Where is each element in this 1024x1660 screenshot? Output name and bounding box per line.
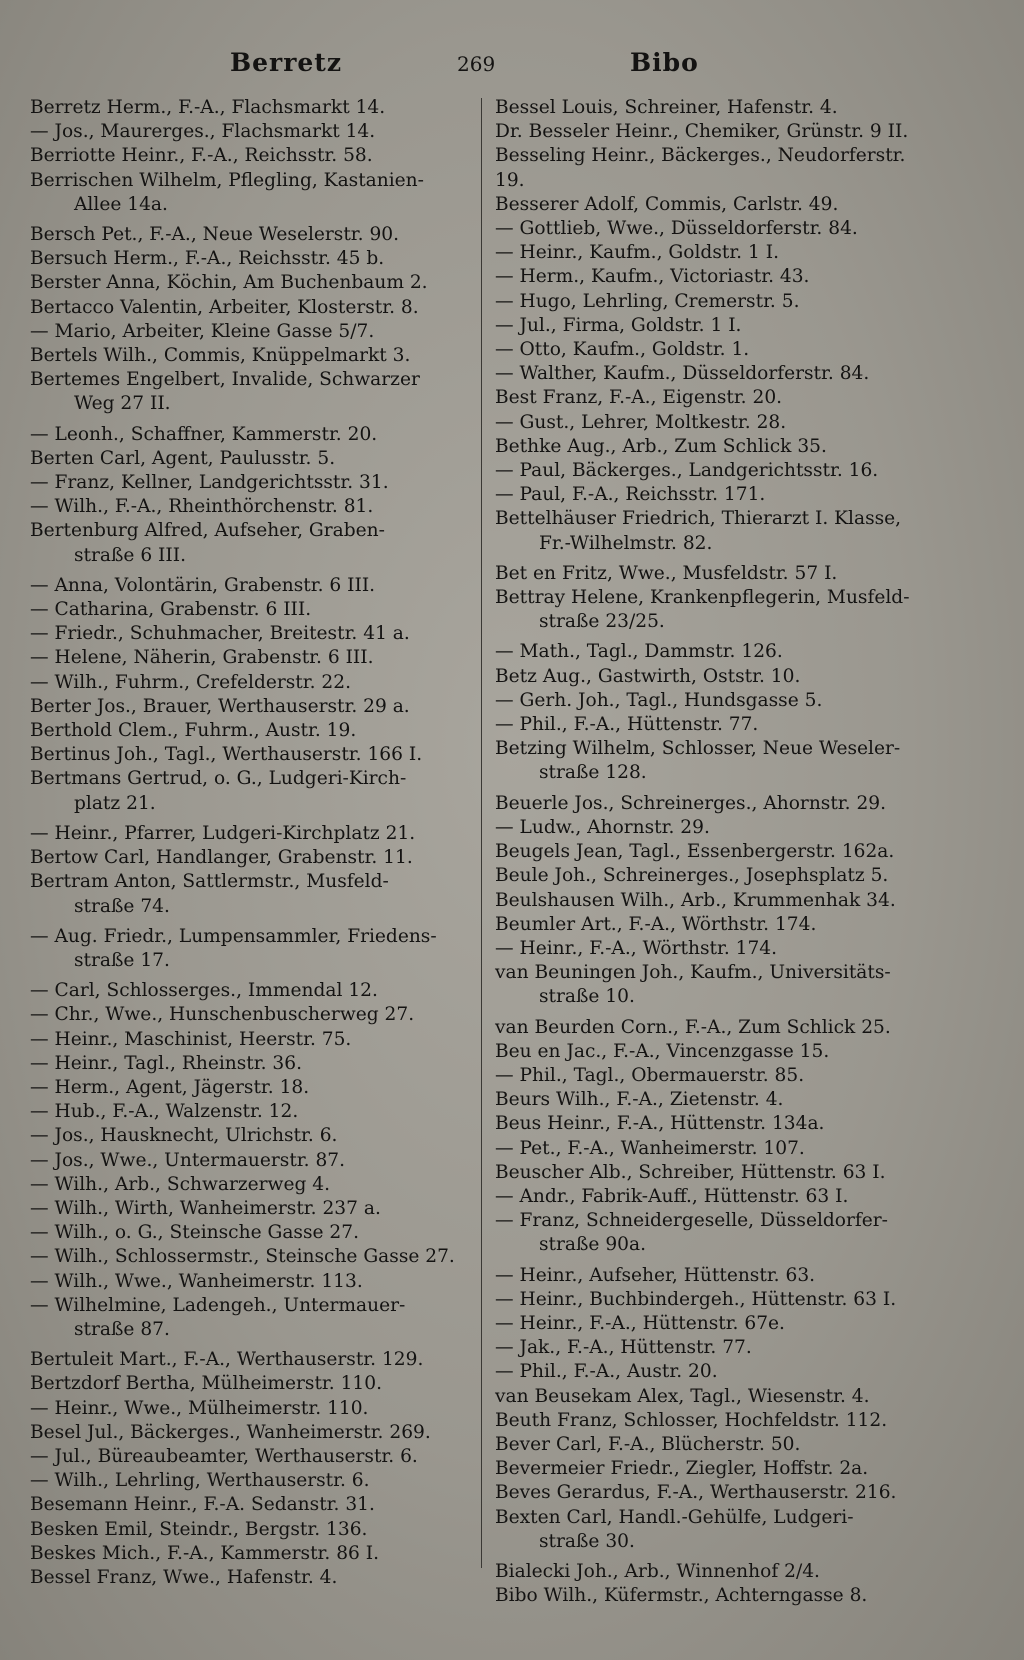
directory-entry	[495, 1112, 923, 1136]
right-column	[495, 96, 923, 1607]
directory-entry	[495, 435, 923, 459]
entry-line: Besemann Heinr., F.-A. Sedanstr. 31.	[30, 1494, 375, 1516]
entry-continuation: platz 21.	[74, 792, 156, 814]
entry-line: — Mario, Arbeiter, Kleine Gasse 5/7.	[30, 320, 375, 342]
entry-line: Bethke Aug., Arb., Zum Schlick 35.	[495, 435, 827, 457]
entry-line: — Gerh. Joh., Tagl., Hundsgasse 5.	[495, 689, 823, 711]
directory-entry	[30, 1397, 466, 1421]
entry-line: Bersuch Herm., F.-A., Reichsstr. 45 b.	[30, 248, 385, 270]
directory-entry	[30, 1028, 466, 1052]
entry-line: — Jos., Maurerges., Flachsmarkt 14.	[30, 121, 376, 143]
directory-entry	[30, 846, 466, 870]
directory-entry	[495, 338, 923, 362]
directory-entry	[495, 1209, 923, 1257]
directory-entry	[30, 120, 466, 144]
directory-entry	[495, 193, 923, 217]
directory-entry	[30, 1100, 466, 1124]
directory-entry	[495, 586, 923, 634]
directory-entry	[495, 961, 923, 1009]
entry-line: — Heinr., Maschinist, Heerstr. 75.	[30, 1028, 352, 1050]
directory-entry	[30, 1493, 466, 1517]
column-divider	[481, 98, 482, 1568]
entry-line: Bibo Wilh., Küfermstr., Achterngasse 8.	[495, 1585, 868, 1607]
directory-entry	[30, 1149, 466, 1173]
entry-line: — Heinr., F.-A., Wörthstr. 174.	[495, 937, 778, 959]
directory-entry	[495, 889, 923, 913]
header-left-catchword: Berretz	[230, 48, 343, 77]
entry-line: — Catharina, Grabenstr. 6 III.	[30, 599, 312, 621]
entry-line: Bettray Helene, Krankenpflegerin, Musfeld-	[495, 587, 910, 609]
entry-line: Besel Jul., Bäckerges., Wanheimerstr. 269.	[30, 1421, 431, 1443]
entry-line: — Jul., Firma, Goldstr. 1 I.	[495, 314, 742, 336]
entry-line: — Hub., F.-A., Walzenstr. 12.	[30, 1101, 299, 1123]
directory-entry	[495, 840, 923, 864]
entry-line: Bevermeier Friedr., Ziegler, Hoffstr. 2a.	[495, 1458, 869, 1480]
directory-entry	[495, 507, 923, 555]
entry-line: Bertow Carl, Handlanger, Grabenstr. 11.	[30, 847, 413, 869]
entry-line: — Jos., Hausknecht, Ulrichstr. 6.	[30, 1125, 338, 1147]
directory-entry	[495, 386, 923, 410]
directory-entry	[495, 665, 923, 689]
entry-line: — Hugo, Lehrling, Cremerstr. 5.	[495, 290, 800, 312]
entry-line: Bersch Pet., F.-A., Neue Weselerstr. 90.	[30, 224, 400, 246]
directory-entry	[30, 1421, 466, 1445]
entry-line: Bertmans Gertrud, o. G., Ludgeri-Kirch-	[30, 768, 407, 790]
entry-line: Besserer Adolf, Commis, Carlstr. 49.	[495, 193, 839, 215]
directory-entry	[495, 483, 923, 507]
entry-line: Bessel Louis, Schreiner, Hafenstr. 4.	[495, 97, 838, 118]
entry-continuation: straße 6 III.	[74, 544, 187, 566]
entry-continuation: straße 87.	[74, 1318, 170, 1340]
entry-line: Berten Carl, Agent, Paulusstr. 5.	[30, 447, 336, 469]
directory-entry	[495, 96, 923, 120]
entry-line: — Wilh., Schlossermstr., Steinsche Gasse 27.	[30, 1246, 455, 1268]
directory-entry	[30, 495, 466, 519]
directory-entry	[30, 271, 466, 295]
entry-line: Besken Emil, Steindr., Bergstr. 136.	[30, 1518, 368, 1540]
directory-entry	[495, 459, 923, 483]
entry-line: — Helene, Näherin, Grabenstr. 6 III.	[30, 647, 374, 669]
entry-line: — Gust., Lehrer, Moltkestr. 28.	[495, 411, 787, 433]
entry-line: — Heinr., Tagl., Rheinstr. 36.	[30, 1052, 302, 1074]
entry-line: — Paul, Bäckerges., Landgerichtsstr. 16.	[495, 460, 879, 482]
entry-line: — Wilh., o. G., Steinsche Gasse 27.	[30, 1222, 359, 1244]
directory-entry	[30, 1197, 466, 1221]
page-header	[30, 48, 994, 88]
directory-entry	[495, 1360, 923, 1384]
entry-line: Betzing Wilhelm, Schlosser, Neue Weseler-	[495, 738, 901, 760]
directory-entry	[495, 120, 923, 144]
directory-entry	[30, 925, 466, 973]
directory-entry	[495, 792, 923, 816]
directory-entry	[495, 913, 923, 937]
entry-line: Bertacco Valentin, Arbeiter, Klosterstr. 8.	[30, 296, 419, 318]
directory-entry	[495, 1560, 923, 1584]
entry-line: Bettelhäuser Friedrich, Thierarzt I. Klasse,	[495, 508, 902, 530]
directory-entry	[495, 1137, 923, 1161]
directory-entry	[495, 1506, 923, 1554]
entry-continuation: straße 74.	[74, 895, 170, 917]
directory-entry	[495, 1264, 923, 1288]
entry-line: Bertram Anton, Sattlermstr., Musfeld-	[30, 871, 389, 893]
directory-entry	[495, 411, 923, 435]
entry-line: Beus Heinr., F.-A., Hüttenstr. 134a.	[495, 1113, 825, 1135]
directory-entry	[30, 1566, 466, 1590]
entry-line: Beurs Wilh., F.-A., Zietenstr. 4.	[495, 1089, 784, 1111]
entry-line: van Beusekam Alex, Tagl., Wiesenstr. 4.	[495, 1385, 870, 1407]
entry-line: Berter Jos., Brauer, Werthauserstr. 29 a.	[30, 695, 410, 717]
directory-entry	[495, 713, 923, 737]
entry-line: — Wilh., Wwe., Wanheimerstr. 113.	[30, 1270, 363, 1292]
directory-entry	[495, 864, 923, 888]
directory-entry	[495, 1409, 923, 1433]
entry-line: — Wilhelmine, Ladengeh., Untermauer-	[30, 1294, 406, 1316]
entry-line: — Otto, Kaufm., Goldstr. 1.	[495, 339, 750, 361]
directory-entry	[30, 1518, 466, 1542]
directory-entry	[30, 1294, 466, 1342]
entry-line: — Jak., F.-A., Hüttenstr. 77.	[495, 1337, 752, 1359]
entry-line: — Jos., Wwe., Untermauerstr. 87.	[30, 1149, 346, 1171]
directory-entry	[495, 1385, 923, 1409]
entry-line: — Phil., F.-A., Hüttenstr. 77.	[495, 714, 759, 736]
directory-entry	[495, 1584, 923, 1608]
directory-entry	[30, 1542, 466, 1566]
left-column	[30, 96, 466, 1588]
directory-entry	[30, 1245, 466, 1269]
directory-entry	[30, 344, 466, 368]
entry-line: — Paul, F.-A., Reichsstr. 171.	[495, 484, 766, 506]
directory-entry	[30, 767, 466, 815]
directory-entry	[495, 144, 923, 192]
directory-entry	[495, 737, 923, 785]
directory-entry	[30, 822, 466, 846]
entry-line: Bexten Carl, Handl.-Gehülfe, Ludgeri-	[495, 1506, 854, 1528]
directory-entry	[495, 1185, 923, 1209]
entry-continuation: straße 23/25.	[539, 611, 665, 633]
directory-entry	[495, 1161, 923, 1185]
entry-line: — Leonh., Schaffner, Kammerstr. 20.	[30, 423, 378, 445]
entry-line: Beu en Jac., F.-A., Vincenzgasse 15.	[495, 1040, 830, 1062]
directory-entry	[495, 362, 923, 386]
directory-entry	[30, 979, 466, 1003]
entry-line: — Ludw., Ahornstr. 29.	[495, 816, 710, 838]
entry-line: — Andr., Fabrik-Auff., Hüttenstr. 63 I.	[495, 1185, 849, 1207]
directory-entry	[30, 320, 466, 344]
header-right-catchword: Bibo	[630, 48, 699, 77]
entry-line: — Wilh., Arb., Schwarzerweg 4.	[30, 1173, 331, 1195]
entry-line: Bever Carl, F.-A., Blücherstr. 50.	[495, 1433, 801, 1455]
directory-entry	[30, 423, 466, 447]
entry-line: — Wilh., F.-A., Rheinthörchenstr. 81.	[30, 496, 374, 518]
entry-line: Beumler Art., F.-A., Wörthstr. 174.	[495, 913, 817, 935]
entry-line: Beugels Jean, Tagl., Essenbergerstr. 162a.	[495, 841, 895, 863]
entry-line: — Herm., Agent, Jägerstr. 18.	[30, 1076, 310, 1098]
entry-line: — Heinr., Kaufm., Goldstr. 1 I.	[495, 242, 779, 264]
entry-line: Bialecki Joh., Arb., Winnenhof 2/4.	[495, 1560, 820, 1582]
directory-entry	[495, 1312, 923, 1336]
entry-line: — Jul., Büreaubeamter, Werthauserstr. 6.	[30, 1445, 418, 1467]
entry-line: Beulshausen Wilh., Arb., Krummenhak 34.	[495, 889, 896, 911]
directory-entry	[30, 368, 466, 416]
directory-entry	[30, 622, 466, 646]
directory-entry	[30, 223, 466, 247]
entry-line: Bessel Franz, Wwe., Hafenstr. 4.	[30, 1566, 338, 1588]
directory-entry	[30, 695, 466, 719]
entry-line: — Franz, Kellner, Landgerichtsstr. 31.	[30, 472, 389, 494]
directory-entry	[495, 217, 923, 241]
entry-line: Bertuleit Mart., F.-A., Werthauserstr. 129.	[30, 1349, 424, 1371]
directory-entry	[495, 689, 923, 713]
directory-entry	[30, 1076, 466, 1100]
entry-line: — Wilh., Fuhrm., Crefelderstr. 22.	[30, 671, 351, 693]
directory-entry	[30, 1348, 466, 1372]
entry-line: Berrischen Wilhelm, Pflegling, Kastanien-	[30, 169, 424, 191]
entry-continuation: Allee 14a.	[74, 193, 168, 215]
entry-line: Beskes Mich., F.-A., Kammerstr. 86 I.	[30, 1542, 380, 1564]
directory-entry	[495, 1336, 923, 1360]
directory-entry	[30, 247, 466, 271]
directory-entry	[495, 937, 923, 961]
directory-entry	[30, 471, 466, 495]
entry-line: — Wilh., Lehrling, Werthauserstr. 6.	[30, 1470, 370, 1492]
entry-line: Beuscher Alb., Schreiber, Hüttenstr. 63 I.	[495, 1161, 886, 1183]
directory-entry	[30, 144, 466, 168]
entry-line: — Wilh., Wirth, Wanheimerstr. 237 a.	[30, 1197, 381, 1219]
entry-line: — Heinr., F.-A., Hüttenstr. 67e.	[495, 1312, 785, 1334]
entry-line: Beuerle Jos., Schreinerges., Ahornstr. 29.	[495, 792, 887, 814]
directory-entry	[30, 447, 466, 471]
entry-line: Betz Aug., Gastwirth, Oststr. 10.	[495, 665, 801, 687]
directory-entry	[495, 562, 923, 586]
entry-line: Bertenburg Alfred, Aufseher, Graben-	[30, 520, 385, 542]
entry-line: — Herm., Kaufm., Victoriastr. 43.	[495, 266, 810, 288]
directory-entry	[495, 290, 923, 314]
directory-entry	[30, 598, 466, 622]
directory-entry	[30, 646, 466, 670]
entry-continuation: straße 10.	[539, 986, 635, 1008]
entry-line: — Anna, Volontärin, Grabenstr. 6 III.	[30, 574, 376, 596]
directory-entry	[30, 574, 466, 598]
entry-line: — Chr., Wwe., Hunschenbuscherweg 27.	[30, 1004, 415, 1026]
directory-entry	[30, 1003, 466, 1027]
directory-entry	[30, 519, 466, 567]
directory-entry	[30, 1052, 466, 1076]
directory-entry	[30, 870, 466, 918]
entry-line: Beule Joh., Schreinerges., Josephsplatz 5.	[495, 865, 889, 887]
directory-entry	[495, 1433, 923, 1457]
entry-line: Berriotte Heinr., F.-A., Reichsstr. 58.	[30, 145, 373, 167]
entry-line: — Aug. Friedr., Lumpensammler, Friedens-	[30, 925, 437, 947]
directory-entry	[495, 314, 923, 338]
entry-line: Bertzdorf Bertha, Mülheimerstr. 110.	[30, 1373, 383, 1395]
directory-entry	[30, 296, 466, 320]
directory-entry	[30, 1445, 466, 1469]
directory-entry	[30, 169, 466, 217]
directory-entry	[495, 1064, 923, 1088]
page-number: 269	[457, 52, 496, 76]
entry-line: Berretz Herm., F.-A., Flachsmarkt 14.	[30, 97, 386, 118]
directory-entry	[495, 640, 923, 664]
directory-entry	[495, 1016, 923, 1040]
directory-entry	[30, 1372, 466, 1396]
entry-line: Bet en Fritz, Wwe., Musfeldstr. 57 I.	[495, 562, 838, 584]
entry-continuation: straße 90a.	[539, 1234, 646, 1256]
entry-line: Best Franz, F.-A., Eigenstr. 20.	[495, 387, 783, 409]
entry-continuation: Fr.-Wilhelmstr. 82.	[539, 532, 713, 554]
entry-line: — Math., Tagl., Dammstr. 126.	[495, 641, 783, 663]
directory-entry	[30, 1173, 466, 1197]
entry-line: van Beurden Corn., F.-A., Zum Schlick 25.	[495, 1016, 891, 1038]
entry-line: Beves Gerardus, F.-A., Werthauserstr. 216.	[495, 1482, 897, 1504]
directory-entry	[495, 265, 923, 289]
entry-line: van Beuningen Joh., Kaufm., Universitäts-	[495, 962, 891, 984]
entry-line: — Heinr., Pfarrer, Ludgeri-Kirchplatz 21.	[30, 822, 416, 844]
entry-line: — Carl, Schlosserges., Immendal 12.	[30, 980, 378, 1002]
directory-entry	[495, 1040, 923, 1064]
directory-entry	[495, 1288, 923, 1312]
directory-entry	[495, 1457, 923, 1481]
directory-entry	[30, 96, 466, 120]
directory-entry	[30, 1469, 466, 1493]
entry-line: — Walther, Kaufm., Düsseldorferstr. 84.	[495, 363, 870, 385]
directory-entry	[495, 1481, 923, 1505]
entry-continuation: straße 17.	[74, 949, 170, 971]
directory-entry	[30, 743, 466, 767]
directory-entry	[495, 816, 923, 840]
directory-entry	[30, 1124, 466, 1148]
entry-line: — Friedr., Schuhmacher, Breitestr. 41 a.	[30, 623, 410, 645]
entry-line: Bertemes Engelbert, Invalide, Schwarzer	[30, 369, 420, 391]
entry-line: Besseling Heinr., Bäckerges., Neudorferstr. 19.	[495, 145, 906, 191]
entry-line: — Franz, Schneidergeselle, Düsseldorfer-	[495, 1210, 888, 1232]
directory-entry	[30, 1221, 466, 1245]
entry-continuation: straße 128.	[539, 762, 647, 784]
entry-line: Berster Anna, Köchin, Am Buchenbaum 2.	[30, 272, 428, 294]
entry-line: Bertels Wilh., Commis, Knüppelmarkt 3.	[30, 345, 411, 367]
directory-entry	[495, 241, 923, 265]
entry-line: — Phil., F.-A., Austr. 20.	[495, 1361, 718, 1383]
entry-line: — Phil., Tagl., Obermauerstr. 85.	[495, 1064, 805, 1086]
entry-line: Beuth Franz, Schlosser, Hochfeldstr. 112.	[495, 1409, 888, 1431]
directory-entry	[30, 719, 466, 743]
entry-line: Bertinus Joh., Tagl., Werthauserstr. 166 I.	[30, 744, 423, 766]
entry-continuation: straße 30.	[539, 1530, 635, 1552]
entry-line: — Pet., F.-A., Wanheimerstr. 107.	[495, 1137, 805, 1159]
entry-line: — Heinr., Wwe., Mülheimerstr. 110.	[30, 1397, 369, 1419]
entry-line: Dr. Besseler Heinr., Chemiker, Grünstr. 9 II.	[495, 121, 909, 143]
entry-line: — Heinr., Aufseher, Hüttenstr. 63.	[495, 1264, 816, 1286]
entry-line: Berthold Clem., Fuhrm., Austr. 19.	[30, 720, 357, 742]
directory-entry	[30, 671, 466, 695]
directory-entry	[495, 1088, 923, 1112]
entry-continuation: Weg 27 II.	[74, 393, 171, 415]
directory-entry	[30, 1270, 466, 1294]
entry-line: — Heinr., Buchbindergeh., Hüttenstr. 63 I.	[495, 1288, 897, 1310]
entry-line: — Gottlieb, Wwe., Düsseldorferstr. 84.	[495, 218, 858, 240]
